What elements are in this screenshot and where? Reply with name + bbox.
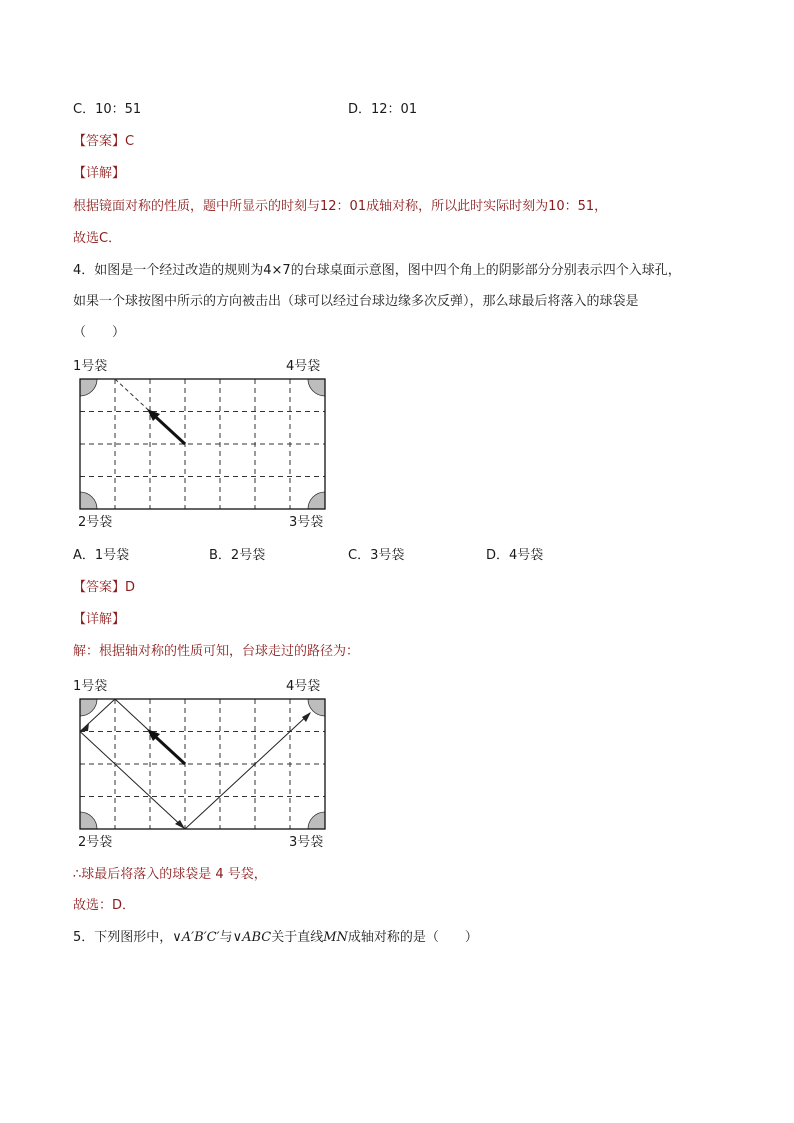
q3-option-c: C．10：51 [73, 102, 142, 117]
q4-option-b: B．2号袋 [209, 548, 266, 563]
q3-answer: 【答案】C [73, 134, 135, 149]
q4-conclusion: 故选：D． [73, 898, 136, 913]
q5-stem-prefix: 5．下列图形中， [73, 930, 173, 945]
q4-figure-table [60, 350, 360, 540]
q4-figure-path [60, 670, 360, 860]
q4-stem-line2: 如果一个球按图中所示的方向被击出（球可以经过台球边缘多次反弹），那么球最后将落入的球袋是 [73, 294, 639, 309]
pocket3-label: 3号袋 [289, 515, 324, 530]
pocket3-label: 3号袋 [289, 835, 324, 850]
pocket2-label: 2号袋 [78, 835, 113, 850]
q5-stem-suffix: 成轴对称的是（ ） [347, 930, 478, 945]
q4-option-d: D．4号袋 [486, 548, 544, 563]
q5-mid: 关于直线 [271, 930, 324, 945]
pocket2-label: 2号袋 [78, 515, 113, 530]
q3-conclusion: 故选C． [73, 231, 122, 246]
shot-arrow [153, 415, 185, 445]
q4-explanation: 解：根据轴对称的性质可知，台球走过的路径为： [73, 644, 360, 659]
q4-detail-heading: 【详解】 [73, 612, 126, 627]
q5-stem [73, 929, 478, 947]
q4-option-c: C．3号袋 [348, 548, 405, 563]
pocket1-label: 1号袋 [73, 679, 108, 694]
q4-stem-line3: （ ） [73, 325, 126, 340]
q3-detail-heading: 【详解】 [73, 166, 126, 181]
shot-extension [115, 379, 150, 412]
q4-option-a: A．1号袋 [73, 548, 130, 563]
q4-answer: 【答案】D [73, 580, 136, 595]
q5-triangle-abc: ∨ABC [232, 930, 272, 945]
table-grid [80, 379, 325, 509]
q3-option-d: D．12：01 [348, 102, 418, 117]
q5-line-mn: MN [323, 930, 348, 945]
q3-explanation: 根据镜面对称的性质，题中所显示的时刻与12：01成轴对称，所以此时实际时刻为10：51， [73, 199, 608, 214]
q4-stem-line1: 4．如图是一个经过改造的规则为4×7的台球桌面示意图，图中四个角上的阴影部分分别表示四个入球孔， [73, 263, 681, 278]
shot-arrow [153, 735, 185, 765]
q5-triangle-prime: ∨A′B′C′ [172, 930, 220, 945]
table-grid [80, 699, 325, 829]
pocket1-label: 1号袋 [73, 359, 108, 374]
q5-connector: 与 [219, 930, 233, 945]
pocket4-label: 4号袋 [286, 359, 321, 374]
q4-result: ∴球最后将落入的球袋是 4 号袋， [73, 867, 267, 882]
pocket4-label: 4号袋 [286, 679, 321, 694]
